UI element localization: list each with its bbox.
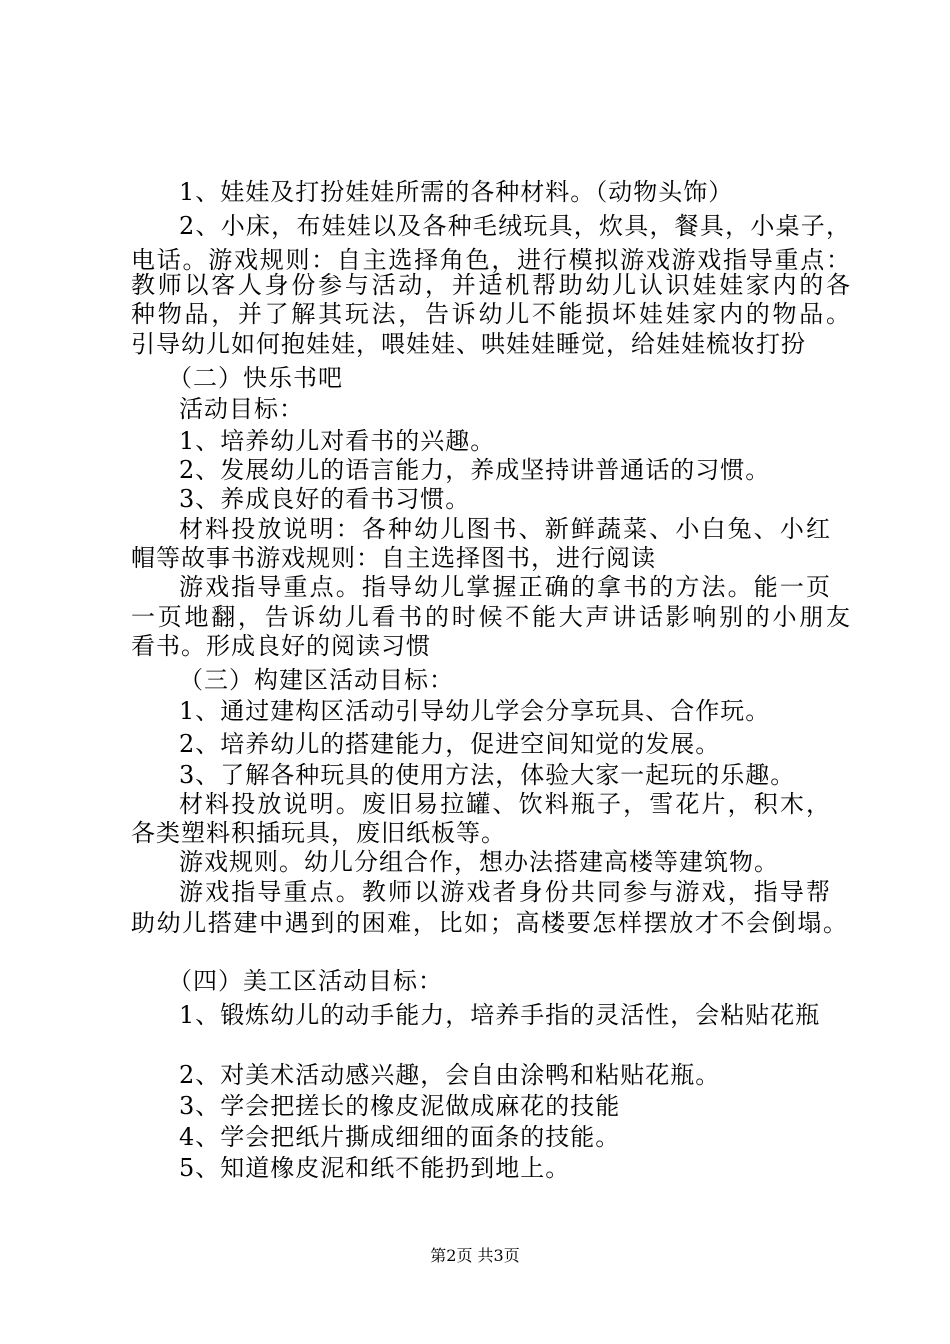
text-line: 1、培养幼儿对看书的兴趣。 <box>179 427 496 455</box>
text-line: 1、通过建构区活动引导幼儿学会分享玩具、合作玩。 <box>179 697 771 725</box>
text-line: 教师以客人身份参与活动，并适机帮助幼儿认识娃娃家内的各 <box>131 271 851 299</box>
text-line: 游戏指导重点。教师以游戏者身份共同参与游戏，指导帮 <box>179 878 831 906</box>
text-line: 3、了解各种玩具的使用方法，体验大家一起玩的乐趣。 <box>179 761 796 789</box>
text-line: 助幼儿搭建中遇到的困难，比如；高楼要怎样摆放才不会倒塌。 <box>131 909 848 937</box>
text-line: 一页地翻，告诉幼儿看书的时候不能大声讲话影响别的小朋友 <box>131 603 851 631</box>
text-line: 活动目标： <box>179 395 304 423</box>
section-heading: （二）快乐书吧 <box>168 364 343 392</box>
page-number-footer: 第2页 共3页 <box>430 1246 520 1265</box>
text-line: 帽等故事书游戏规则：自主选择图书，进行阅读 <box>131 544 656 572</box>
text-line: 引导幼儿如何抱娃娃，喂娃娃、哄娃娃睡觉，给娃娃梳妆打扮 <box>131 330 806 358</box>
text-line: 4、学会把纸片撕成细细的面条的技能。 <box>179 1123 621 1151</box>
text-line: 5、知道橡皮泥和纸不能扔到地上。 <box>179 1154 571 1182</box>
text-line: 材料投放说明：各种幼儿图书、新鲜蔬菜、小白兔、小红 <box>179 515 831 543</box>
text-line: 游戏指导重点。指导幼儿掌握正确的拿书的方法。能一页 <box>179 573 831 601</box>
text-line: 材料投放说明。废旧易拉罐、饮料瓶子，雪花片，积木， <box>179 790 831 818</box>
text-line: 电话。游戏规则：自主选择角色，进行模拟游戏游戏指导重点： <box>131 246 851 274</box>
text-line: 2、小床，布娃娃以及各种毛绒玩具，炊具，餐具，小桌子， <box>179 212 851 240</box>
section-heading: （四）美工区活动目标： <box>168 967 443 995</box>
text-line: 3、学会把搓长的橡皮泥做成麻花的技能 <box>179 1092 621 1120</box>
text-line: 2、对美术活动感兴趣，会自由涂鸭和粘贴花瓶。 <box>179 1061 721 1089</box>
text-line: 1、锻炼幼儿的动手能力，培养手指的灵活性，会粘贴花瓶 <box>179 1001 821 1029</box>
text-line: 2、发展幼儿的语言能力，养成坚持讲普通话的习惯。 <box>179 456 771 484</box>
text-line: 各类塑料积插玩具，废旧纸板等。 <box>131 819 506 847</box>
text-line: 看书。形成良好的阅读习惯 <box>131 632 431 660</box>
section-heading: （三）构建区活动目标： <box>179 666 454 694</box>
text-line: 2、培养幼儿的搭建能力，促进空间知觉的发展。 <box>179 730 721 758</box>
text-line: 1、娃娃及打扮娃娃所需的各种材料。（动物头饰） <box>179 178 734 206</box>
text-line: 种物品，并了解其玩法，告诉幼儿不能损坏娃娃家内的物品。 <box>131 300 851 328</box>
text-line: 游戏规则。幼儿分组合作，想办法搭建高楼等建筑物。 <box>179 848 779 876</box>
text-line: 3、养成良好的看书习惯。 <box>179 485 471 513</box>
